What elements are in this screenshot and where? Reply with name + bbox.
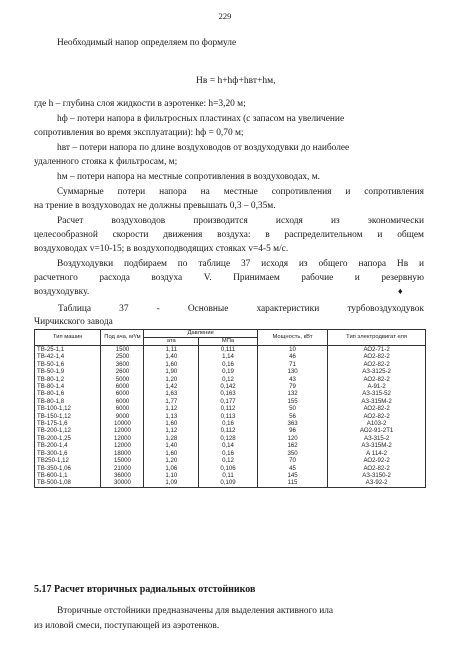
cell-mpa: 0,163	[199, 390, 258, 397]
cell-power: 70	[257, 457, 327, 464]
cell-motor: АО2-71-2	[328, 346, 426, 354]
cell-flow: 2500	[101, 353, 144, 360]
cell-motor: А103-2	[328, 420, 426, 427]
cell-motor: А-91-2	[328, 383, 426, 390]
cell-model: ТВ-200-1,12	[35, 427, 101, 434]
where-line: где h – глубина слоя жидкости в аэротенке: h=3,20 м;	[34, 99, 246, 109]
cell-atm: 1,40	[144, 442, 199, 449]
cell-model: ТВ-50-1,6	[35, 361, 101, 368]
cell-model: ТВ-50-1,9	[35, 368, 101, 375]
cell-mpa: 0,111	[199, 346, 258, 354]
cell-atm: 1,90	[144, 368, 199, 375]
header-power: Мощность, кВт	[257, 330, 327, 346]
cell-mpa: 0,16	[199, 420, 258, 427]
cell-flow: 12000	[101, 427, 144, 434]
cell-power: 363	[257, 420, 327, 427]
closing-line: Вторичные отстойники предназначены для выделения активного ила	[57, 606, 334, 616]
section-heading: 5.17 Расчет вторичных радиальных отстойников	[34, 584, 256, 595]
page-number: 229	[218, 11, 232, 21]
cell-atm: 1,40	[144, 353, 199, 360]
cell-mpa: 0,12	[199, 457, 258, 464]
cell-atm: 1,11	[144, 346, 199, 354]
cell-motor: АЗ-315-2	[328, 435, 426, 442]
cell-power: 132	[257, 390, 327, 397]
table-row	[35, 383, 426, 390]
cell-power: 71	[257, 361, 327, 368]
paragraph-line: на трение в воздуховодах не должны превышать 0,3 – 0,35м.	[34, 201, 276, 211]
cell-power: 162	[257, 442, 327, 449]
table-row	[35, 398, 426, 405]
paragraph-line: целесообразной скорости движения воздуха: в распределительном и общем	[34, 230, 424, 240]
table-row	[35, 465, 426, 472]
cell-mpa: 0,113	[199, 413, 258, 420]
header-pressure: Давление	[144, 330, 257, 338]
cell-mpa: 0,112	[199, 405, 258, 412]
cell-model: ТВ-80-1,6	[35, 390, 101, 397]
cell-flow: 30000	[101, 479, 144, 487]
formula: Hв = h+hф+hвт+hм,	[196, 76, 276, 86]
cell-model: ТВ-500-1,08	[35, 479, 101, 487]
cell-model: ТВ-200-1,25	[35, 435, 101, 442]
cell-power: 10	[257, 346, 327, 354]
table-caption: Таблица 37 - Основные характеристики турбовоздуходувок	[58, 304, 424, 314]
cell-model: ТВ-100-1,12	[35, 405, 101, 412]
cell-mpa: 0,19	[199, 368, 258, 375]
cell-flow: 6000	[101, 398, 144, 405]
cell-atm: 1,60	[144, 361, 199, 368]
cell-flow: 12000	[101, 435, 144, 442]
cell-power: 145	[257, 472, 327, 479]
cell-flow: 10000	[101, 420, 144, 427]
cell-atm: 1,60	[144, 450, 199, 457]
cell-power: 56	[257, 413, 327, 420]
cell-model: ТВ-200-1,4	[35, 442, 101, 449]
cell-mpa: 0,142	[199, 383, 258, 390]
cell-mpa: 0,109	[199, 479, 258, 487]
cell-model: ТВ-350-1,06	[35, 465, 101, 472]
cell-atm: 1,13	[144, 413, 199, 420]
paragraph-line: воздуходувку.	[34, 287, 90, 297]
cell-atm: 1,06	[144, 465, 199, 472]
table-row	[35, 435, 426, 442]
table-row	[35, 368, 426, 375]
where-line: hф – потери напора в фильтросных пластинах (с запасом на увеличение	[57, 114, 345, 124]
table-row	[35, 457, 426, 464]
header-motor: Тип электродвигат еля	[328, 330, 426, 346]
cell-model: ТВ-25-1,1	[35, 346, 101, 354]
cell-atm: 1,28	[144, 435, 199, 442]
cell-atm: 1,20	[144, 376, 199, 383]
cell-flow: 6000	[101, 405, 144, 412]
cell-power: 155	[257, 398, 327, 405]
cell-power: 96	[257, 427, 327, 434]
cell-power: 115	[257, 479, 327, 487]
cell-mpa: 0,177	[199, 398, 258, 405]
cell-flow: 9000	[101, 413, 144, 420]
cell-flow: 36000	[101, 472, 144, 479]
table-row	[35, 346, 426, 354]
cell-model: ТВ-600-1,1	[35, 472, 101, 479]
closing-line: из иловой смеси, поступающей из аэротенков.	[34, 621, 220, 631]
cell-power: 120	[257, 435, 327, 442]
cell-atm: 1,42	[144, 383, 199, 390]
header-mpa: МПа	[199, 338, 258, 346]
cell-atm: 1,60	[144, 420, 199, 427]
cell-atm: 1,12	[144, 427, 199, 434]
cell-flow: 1500	[101, 346, 144, 354]
table-row	[35, 472, 426, 479]
cell-model: ТВ250-1,12	[35, 457, 101, 464]
cell-power: 350	[257, 450, 327, 457]
where-line: сопротивления во время эксплуатации): hф = 0,70 м;	[34, 128, 244, 138]
table-caption-continued: Чирчикского завода	[34, 317, 113, 327]
cell-atm: 1,12	[144, 405, 199, 412]
cell-power: 130	[257, 368, 327, 375]
where-line: удаленного стояка к фильтросам, м;	[34, 157, 178, 167]
cell-power: 79	[257, 383, 327, 390]
table-row	[35, 353, 426, 360]
table-row	[35, 390, 426, 397]
paragraph-line: Воздуходувки подбираем по таблице 37 исходя из общего напора Hв и	[57, 259, 424, 269]
cell-mpa: 0,16	[199, 361, 258, 368]
where-line: hм – потери напора на местные сопротивления в воздуховодах, м.	[57, 172, 321, 182]
cell-motor: АЗ-3150-2	[328, 472, 426, 479]
cell-mpa: 0,14	[199, 442, 258, 449]
cell-mpa: 1,14	[199, 353, 258, 360]
cell-power: 43	[257, 376, 327, 383]
table-row	[35, 405, 426, 412]
table-row	[35, 450, 426, 457]
cell-mpa: 0,11	[199, 472, 258, 479]
cell-motor: АО2-82-2	[328, 413, 426, 420]
cell-flow: 3600	[101, 361, 144, 368]
cell-model: ТВ-150-1,12	[35, 413, 101, 420]
cell-motor: АО2-91-2Т1	[328, 427, 426, 434]
paragraph-line: расчетного расхода воздуха V. Принимаем рабочие и резервную	[34, 273, 424, 283]
cell-flow: 12000	[101, 442, 144, 449]
cell-mpa: 0,12	[199, 376, 258, 383]
cell-atm: 1,77	[144, 398, 199, 405]
cell-motor: АЗ-315М-2	[328, 398, 426, 405]
cell-mpa: 0,128	[199, 435, 258, 442]
intro-text: Необходимый напор определяем по формуле	[57, 38, 237, 48]
cell-power: 46	[257, 353, 327, 360]
table-row	[35, 413, 426, 420]
where-line: hвт – потери напора по длине воздуховодов от воздуходувки до наиболее	[57, 143, 350, 153]
cell-motor: АЗ-3125-2	[328, 368, 426, 375]
cell-flow: 15000	[101, 457, 144, 464]
cell-model: ТВ-80-1,4	[35, 383, 101, 390]
table-row	[35, 420, 426, 427]
header-model: Тип машин	[35, 330, 101, 346]
table-row	[35, 442, 426, 449]
paragraph-line: Расчет воздуховодов производится исходя из экономически	[57, 216, 424, 226]
table-row	[35, 376, 426, 383]
cell-flow: 6000	[101, 383, 144, 390]
cell-atm: 1,09	[144, 479, 199, 487]
header-flow: Под ача, м³/м	[101, 330, 144, 346]
paragraph-line: воздуховодах v=10-15; в воздухоподводящих стояках v=4-5 м/с.	[34, 244, 289, 254]
cell-motor: АО2-82-2	[328, 361, 426, 368]
blower-table	[34, 329, 426, 488]
cell-model: ТВ-175-1,6	[35, 420, 101, 427]
cell-motor: А 114-2	[328, 450, 426, 457]
cell-model: ТВ-80-1,8	[35, 398, 101, 405]
cell-motor: АО2-82-2	[328, 465, 426, 472]
cell-power: 45	[257, 465, 327, 472]
cell-mpa: 0,112	[199, 427, 258, 434]
paragraph-line: Суммарные потери напора на местные сопротивления и сопротивления	[57, 187, 424, 197]
cell-mpa: 0,16	[199, 450, 258, 457]
cell-flow: 21000	[101, 465, 144, 472]
table-body	[35, 346, 426, 488]
cell-flow: 6000	[101, 390, 144, 397]
cell-flow: 18000	[101, 450, 144, 457]
table-row	[35, 427, 426, 434]
cell-motor: АО2-82-2	[328, 376, 426, 383]
table-row	[35, 479, 426, 487]
cell-power: 50	[257, 405, 327, 412]
cell-motor: АО2-92-2	[328, 457, 426, 464]
stamp-mark: ♦	[398, 286, 403, 296]
cell-motor: АЗ-92-2	[328, 479, 426, 487]
cell-atm: 1,63	[144, 390, 199, 397]
cell-flow: 2600	[101, 368, 144, 375]
table-row	[35, 361, 426, 368]
cell-model: ТВ-80-1,2	[35, 376, 101, 383]
cell-motor: АЗ-315М-2	[328, 442, 426, 449]
cell-atm: 1,20	[144, 457, 199, 464]
cell-model: ТВ-42-1,4	[35, 353, 101, 360]
header-atm: ата	[144, 338, 199, 346]
cell-motor: АЗ-315-52	[328, 390, 426, 397]
cell-motor: АО2-82-2	[328, 353, 426, 360]
cell-model: ТВ-300-1,6	[35, 450, 101, 457]
cell-atm: 1,10	[144, 472, 199, 479]
cell-flow: 5000	[101, 376, 144, 383]
cell-mpa: 0,106	[199, 465, 258, 472]
cell-motor: АО2-82-2	[328, 405, 426, 412]
